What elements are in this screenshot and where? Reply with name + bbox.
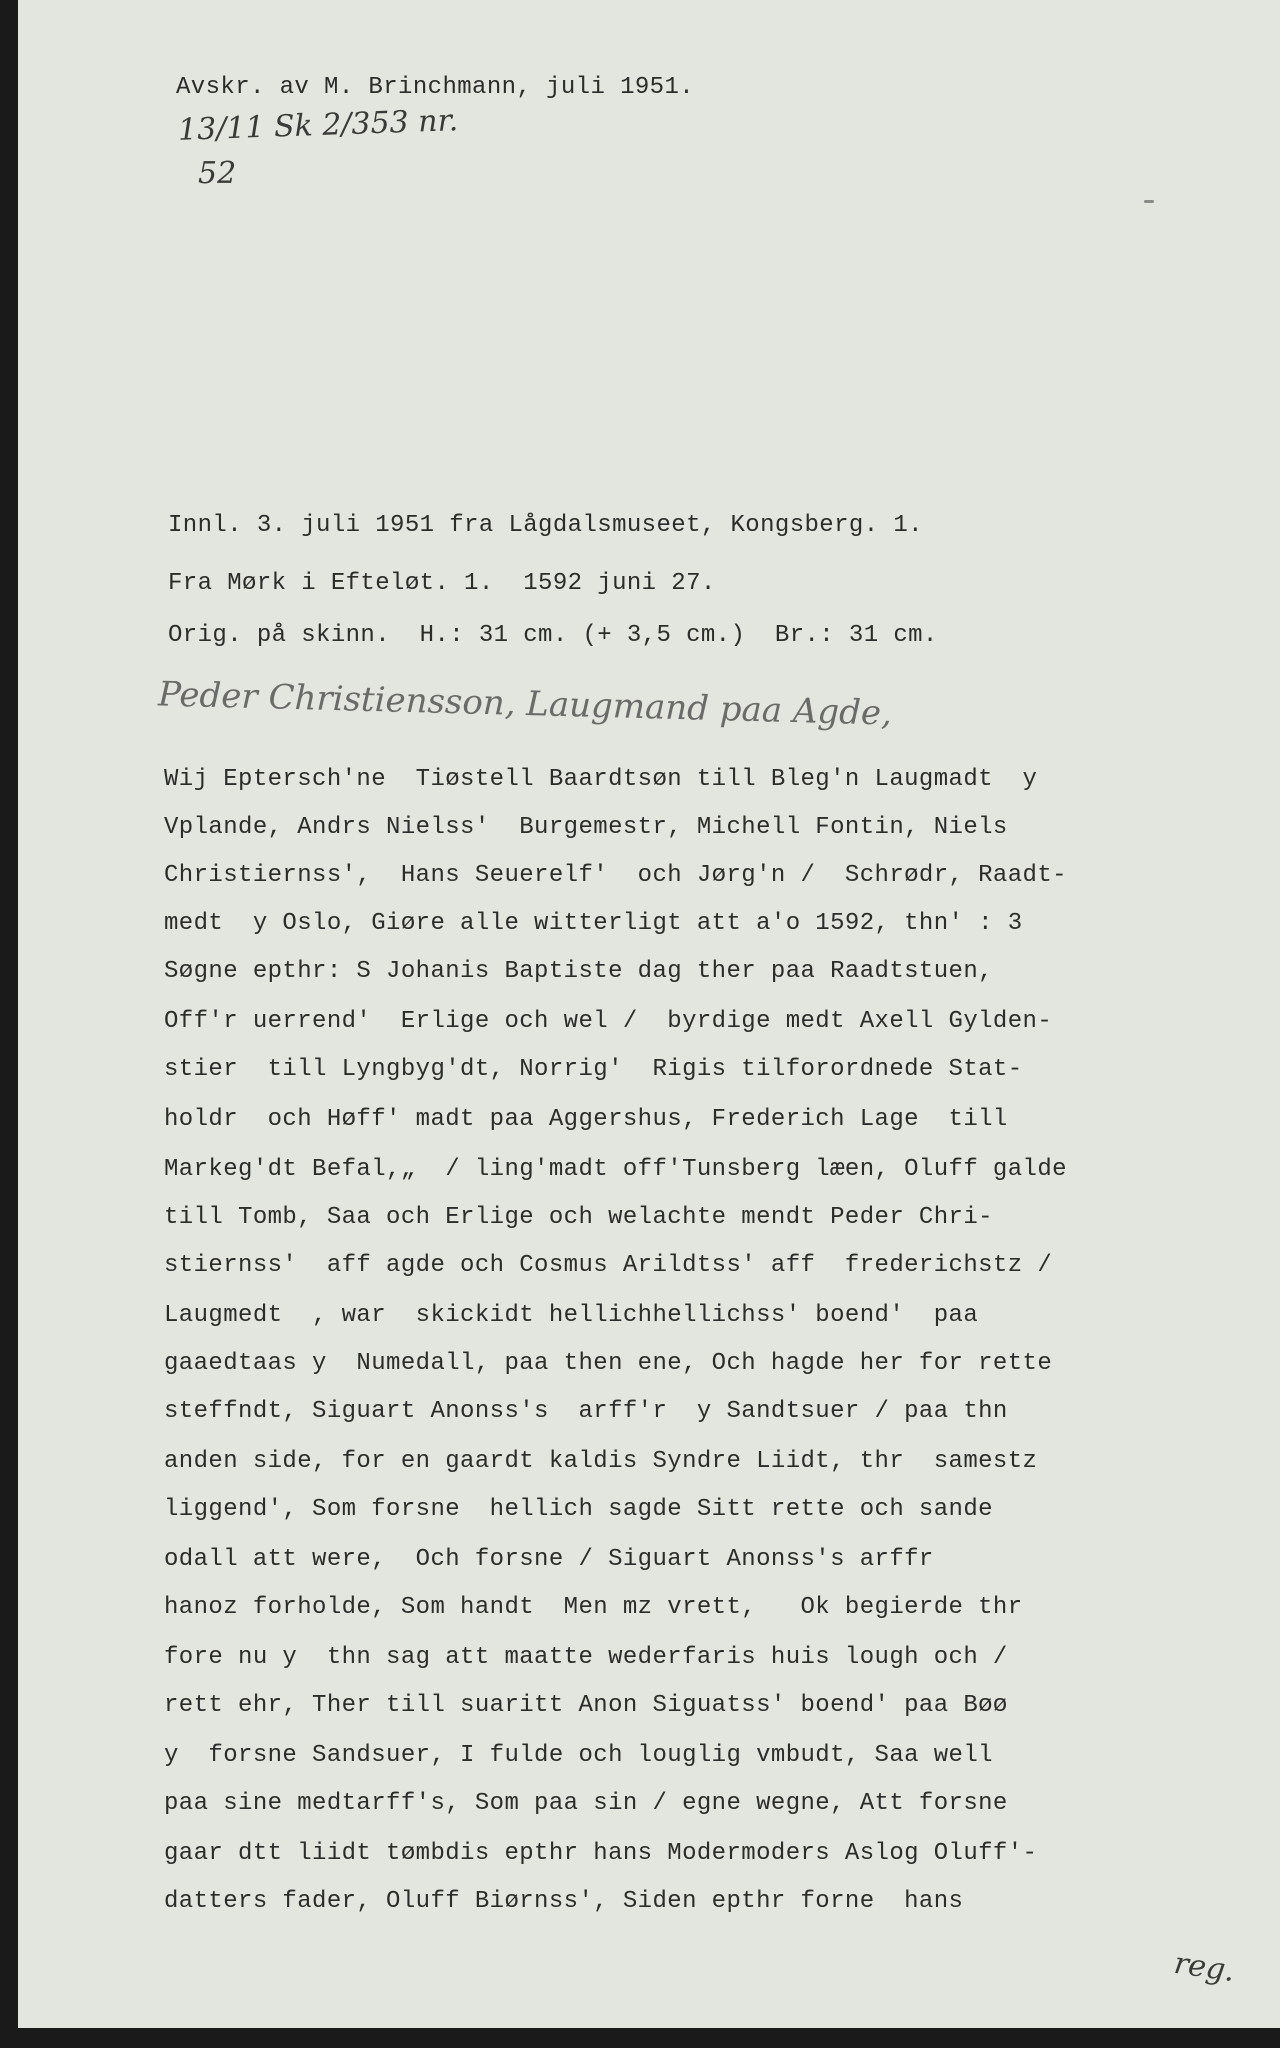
body-line: anden side, for en gaardt kaldis Syndre Liidt, thr samestz [164, 1448, 1038, 1475]
document-body [164, 766, 1254, 1946]
received-line: Innl. 3. juli 1951 fra Lågdalsmuseet, Kongsberg. 1. [168, 512, 923, 539]
body-line: odall att were, Och forsne / Siguart Anonss's arffr [164, 1546, 934, 1573]
body-line: fore nu y thn sag att maatte wederfaris huis lough och / [164, 1644, 1008, 1671]
handwritten-annotation: Peder Christiensson, Laugmand paa Agde, [157, 674, 893, 734]
body-line: rett ehr, Ther till suaritt Anon Siguatss' boend' paa Bøø [164, 1692, 1008, 1719]
body-line: liggend', Som forsne hellich sagde Sitt rette och sande [164, 1496, 993, 1523]
archive-reference: 13/11 Sk 2/353 nr. [177, 103, 459, 148]
body-line: hanoz forholde, Som handt Men mz vrett, Ok begierde thr [164, 1594, 1023, 1621]
body-line: Markeg'dt Befal,„ / ling'madt off'Tunsberg læen, Oluff galde [164, 1156, 1067, 1183]
body-line: medt y Oslo, Giøre alle witterligt att a'o 1592, thn' : 3 [164, 910, 1023, 937]
body-line: Laugmedt , war skickidt hellichhellichss' boend' paa [164, 1302, 979, 1329]
origin-line: Fra Mørk i Efteløt. 1. 1592 juni 27. [168, 570, 716, 597]
body-line: Søgne epthr: S Johanis Baptiste dag ther paa Raadtstuen, [164, 958, 993, 985]
body-line: Christiernss', Hans Seuerelf' och Jørg'n / Schrødr, Raadt- [164, 862, 1067, 889]
document-page [18, 0, 1280, 2028]
body-line: Off'r uerrend' Erlige och wel / byrdige medt Axell Gylden- [164, 1008, 1053, 1035]
transcription-note: Avskr. av M. Brinchmann, juli 1951. [176, 74, 695, 101]
body-line: paa sine medtarff's, Som paa sin / egne wegne, Att forsne [164, 1790, 1008, 1817]
body-line: stier till Lyngbyg'dt, Norrig' Rigis tilforordnede Stat- [164, 1056, 1023, 1083]
body-line: y forsne Sandsuer, I fulde och louglig vmbudt, Saa well [164, 1742, 993, 1769]
footer-note: reg. [1171, 1945, 1237, 1990]
body-line: stiernss' aff agde och Cosmus Arildtss' aff frederichstz / [164, 1252, 1053, 1279]
body-line: datters fader, Oluff Biørnss', Siden epthr forne hans [164, 1888, 964, 1915]
body-line: holdr och Høff' madt paa Aggershus, Frederich Lage till [164, 1106, 1008, 1133]
body-line: Vplande, Andrs Nielss' Burgemestr, Michell Fontin, Niels [164, 814, 1008, 841]
body-line: gaar dtt liidt tømbdis epthr hans Modermoders Aslog Oluff'- [164, 1840, 1038, 1867]
body-line: Wij Eptersch'ne Tiøstell Baardtsøn till Bleg'n Laugmadt y [164, 766, 1038, 793]
body-line: steffndt, Siguart Anonss's arff'r y Sandtsuer / paa thn [164, 1398, 1008, 1425]
archive-reference-number: 52 [198, 156, 237, 191]
original-line: Orig. på skinn. H.: 31 cm. (+ 3,5 cm.) Br.: 31 cm. [168, 622, 938, 649]
body-line: gaaedtaas y Numedall, paa then ene, Och hagde her for rette [164, 1350, 1053, 1377]
body-line: till Tomb, Saa och Erlige och welachte mendt Peder Chri- [164, 1204, 993, 1231]
page-mark [1144, 200, 1154, 203]
